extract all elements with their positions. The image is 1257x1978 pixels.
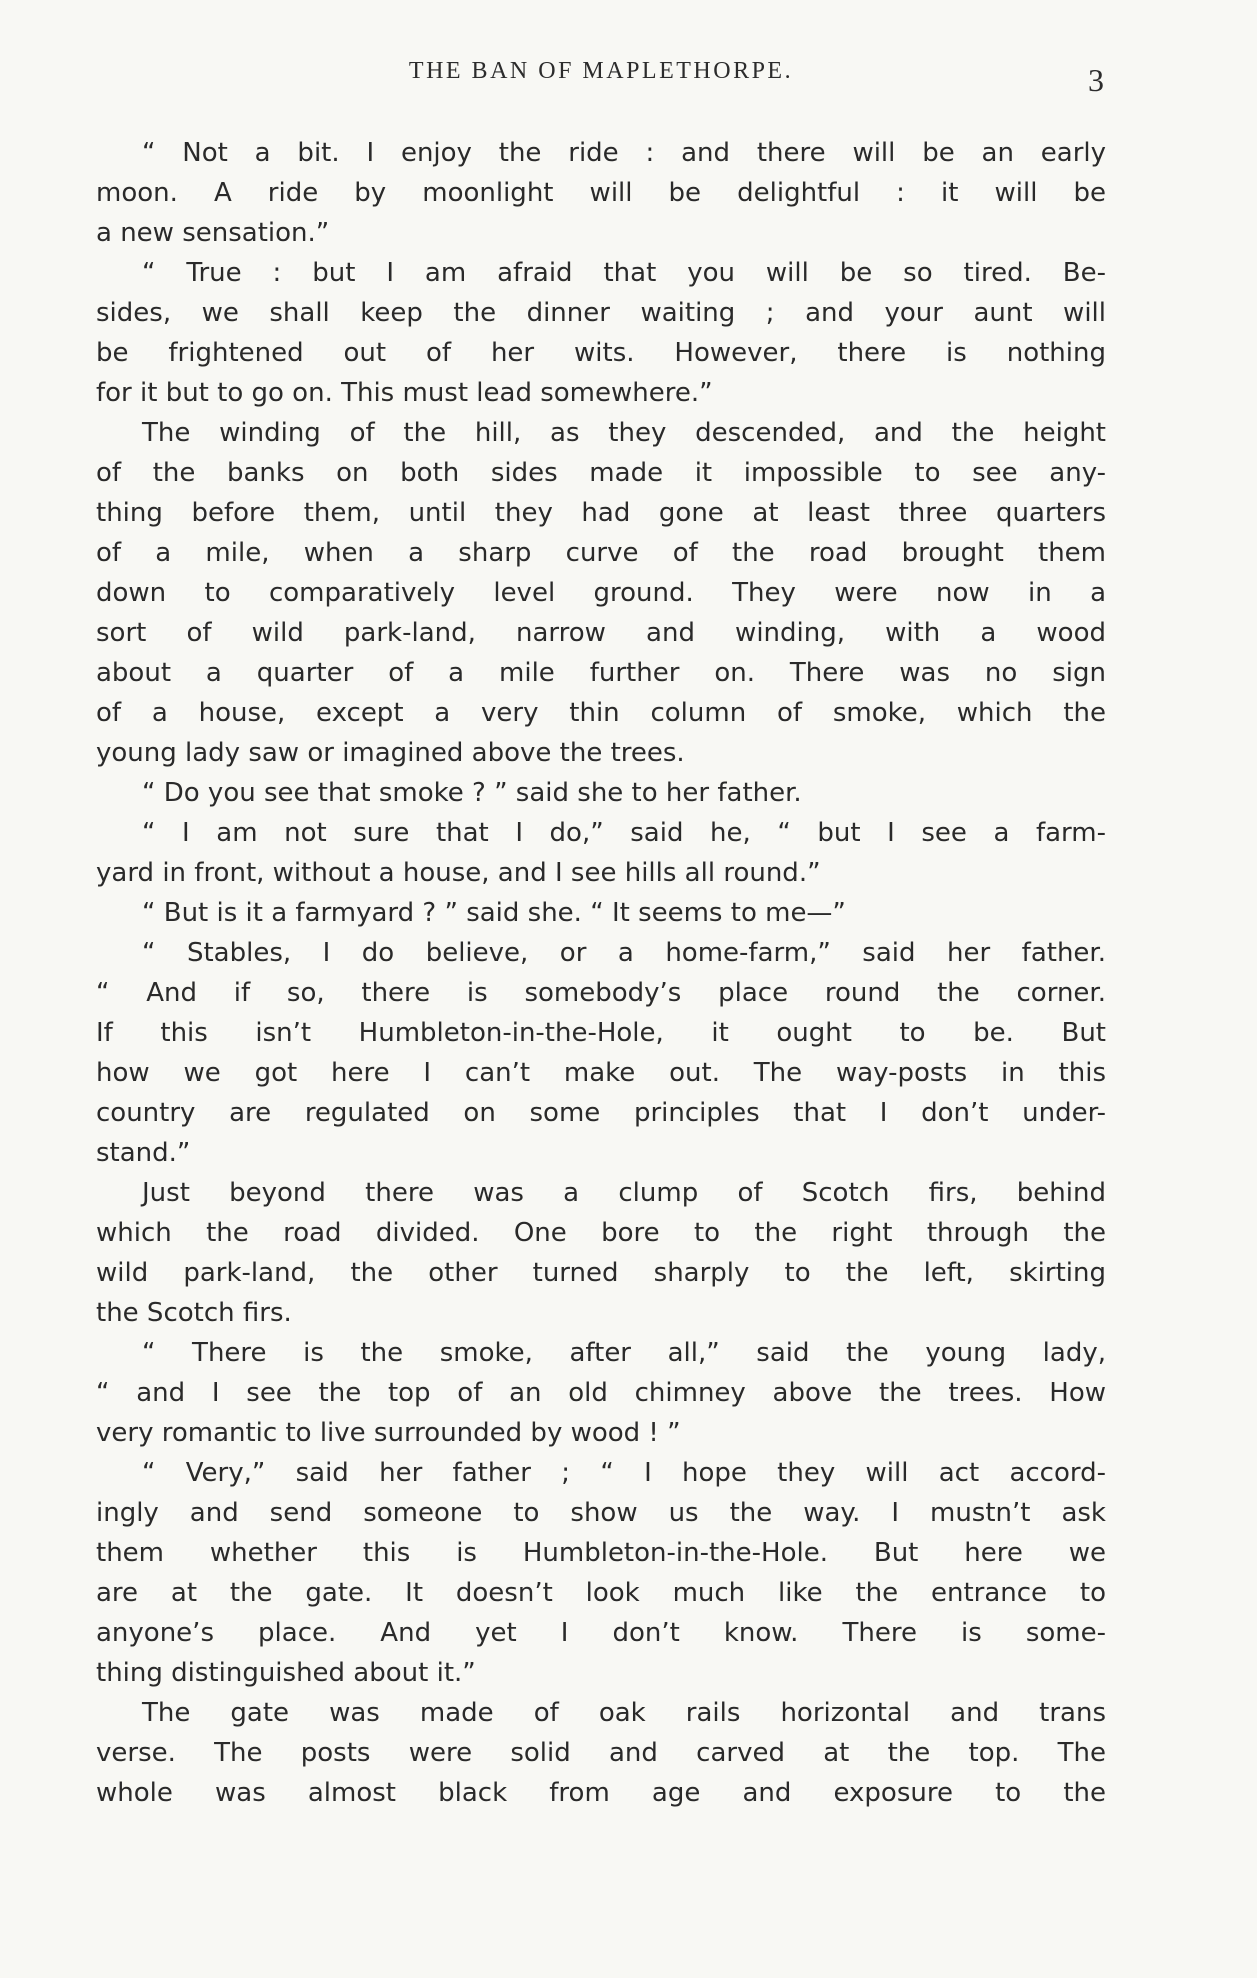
text-line: wild park-land, the other turned sharply to the left, skirting [96, 1258, 1106, 1288]
text-line: “ Very,” said her father ; “ I hope they will act accord- [142, 1458, 1106, 1488]
text-line: anyone’s place. And yet I don’t know. There is some- [96, 1618, 1106, 1648]
text-line: “ True : but I am afraid that you will be so tired. Be- [142, 258, 1106, 288]
text-line: of a mile, when a sharp curve of the road brought them [96, 538, 1106, 568]
text-line: be frightened out of her wits. However, there is nothing [96, 338, 1106, 368]
text-line: moon. A ride by moonlight will be delightful : it will be [96, 178, 1106, 208]
text-line: “ But is it a farmyard ? ” said she. “ It seems to me—” [142, 898, 846, 928]
text-line: country are regulated on some principles that I don’t under- [96, 1098, 1106, 1128]
page-number: 3 [1088, 62, 1104, 98]
text-line: of the banks on both sides made it impossible to see any- [96, 458, 1106, 488]
text-line: young lady saw or imagined above the trees. [96, 738, 685, 768]
text-line: of a house, except a very thin column of smoke, which the [96, 698, 1106, 728]
text-line: sides, we shall keep the dinner waiting ; and your aunt will [96, 298, 1106, 328]
text-line: are at the gate. It doesn’t look much like the entrance to [96, 1578, 1106, 1608]
text-line: a new sensation.” [96, 218, 330, 248]
text-line: The winding of the hill, as they descended, and the height [142, 418, 1106, 448]
text-line: ingly and send someone to show us the way. I mustn’t ask [96, 1498, 1106, 1528]
text-line: Just beyond there was a clump of Scotch firs, behind [142, 1178, 1106, 1208]
text-line: “ Not a bit. I enjoy the ride : and there will be an early [142, 138, 1106, 168]
text-line: “ And if so, there is somebody’s place round the corner. [96, 978, 1106, 1008]
text-line: “ Do you see that smoke ? ” said she to her father. [142, 778, 802, 808]
running-head [96, 58, 1106, 98]
text-line: them whether this is Humbleton-in-the-Hole. But here we [96, 1538, 1106, 1568]
text-line: “ and I see the top of an old chimney above the trees. How [96, 1378, 1106, 1408]
text-line: The gate was made of oak rails horizontal and trans [142, 1698, 1106, 1728]
text-line: “ I am not sure that I do,” said he, “ but I see a farm- [142, 818, 1106, 848]
text-line: which the road divided. One bore to the right through the [96, 1218, 1106, 1248]
text-line: about a quarter of a mile further on. There was no sign [96, 658, 1106, 688]
text-line: how we got here I can’t make out. The way-posts in this [96, 1058, 1106, 1088]
text-line: verse. The posts were solid and carved at the top. The [96, 1738, 1106, 1768]
text-line: whole was almost black from age and exposure to the [96, 1778, 1106, 1808]
text-line: yard in front, without a house, and I see hills all round.” [96, 858, 821, 888]
text-line: thing before them, until they had gone at least three quarters [96, 498, 1106, 528]
text-line: stand.” [96, 1138, 191, 1168]
running-title: THE BAN OF MAPLETHORPE. [408, 58, 794, 84]
text-line: “ Stables, I do believe, or a home-farm,” said her father. [142, 938, 1106, 968]
body-text [96, 133, 1106, 1813]
text-line: very romantic to live surrounded by wood ! ” [96, 1418, 681, 1448]
text-line: sort of wild park-land, narrow and winding, with a wood [96, 618, 1106, 648]
text-line: thing distinguished about it.” [96, 1658, 476, 1688]
text-line: If this isn’t Humbleton-in-the-Hole, it ought to be. But [96, 1018, 1106, 1048]
text-line: the Scotch firs. [96, 1298, 292, 1328]
text-line: down to comparatively level ground. They were now in a [96, 578, 1106, 608]
text-line: “ There is the smoke, after all,” said the young lady, [142, 1338, 1106, 1368]
text-line: for it but to go on. This must lead somewhere.” [96, 378, 713, 408]
